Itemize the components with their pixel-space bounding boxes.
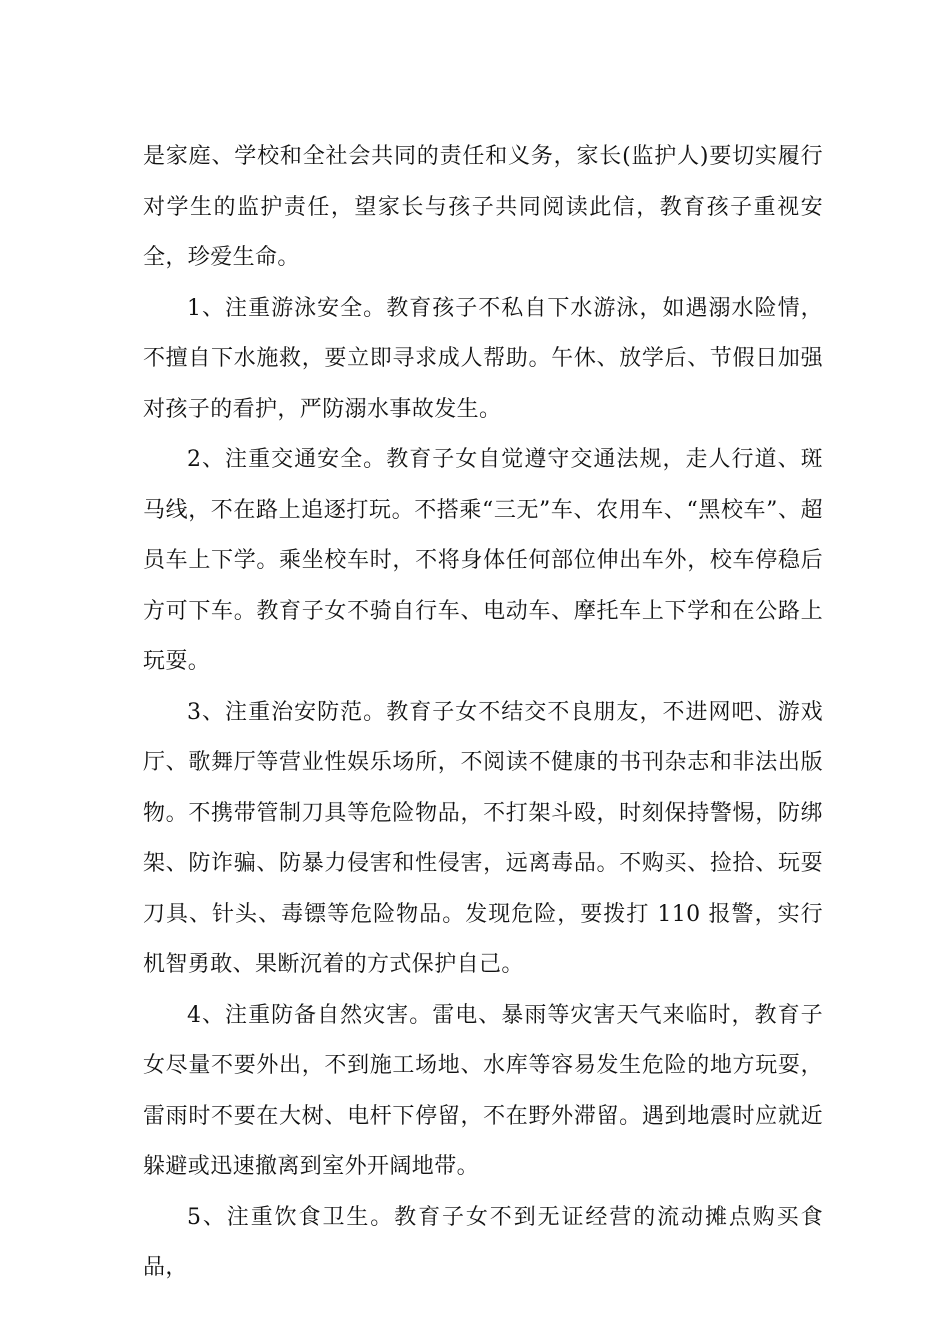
paragraph-traffic-safety: 2、注重交通安全。教育子女自觉遵守交通法规，走人行道、斑马线，不在路上追逐打玩。不搭乘“三无”车、农用车、“黑校车”、超员车上下学。乘坐校车时，不将身体任何部位伸出车外，校车停稳后方可下车。教育子女不骑自行车、电动车、摩托车上下学和在公路上玩耍。	[143, 447, 823, 674]
document-body	[143, 132, 823, 1294]
paragraph-food-hygiene: 5、注重饮食卫生。教育子女不到无证经营的流动摊点购买食品，	[143, 1204, 823, 1280]
paragraph-natural-disasters: 4、注重防备自然灾害。雷电、暴雨等灾害天气来临时，教育子女尽量不要外出，不到施工场地、水库等容易发生危险的地方玩耍，雷雨时不要在大树、电杆下停留，不在野外滞留。遇到地震时应就近躲避或迅速撤离到室外开阔地带。	[143, 1002, 823, 1179]
paragraph-swimming-safety: 1、注重游泳安全。教育孩子不私自下水游泳，如遇溺水险情，不擅自下水施救，要立即寻求成人帮助。午休、放学后、节假日加强对孩子的看护，严防溺水事故发生。	[143, 295, 823, 422]
paragraph-public-security: 3、注重治安防范。教育子女不结交不良朋友，不进网吧、游戏厅、歌舞厅等营业性娱乐场所，不阅读不健康的书刊杂志和非法出版物。不携带管制刀具等危险物品，不打架斗殴，时刻保持警惕，防绑架、防诈骗、防暴力侵害和性侵害，远离毒品。不购买、捡拾、玩耍刀具、针头、毒镖等危险物品。发现危险，要拨打 110 报警，实行机智勇敢、果断沉着的方式保护自己。	[143, 699, 823, 977]
paragraph-intro-continuation: 是家庭、学校和全社会共同的责任和义务，家长(监护人)要切实履行对学生的监护责任，望家长与孩子共同阅读此信，教育孩子重视安全，珍爱生命。	[143, 144, 823, 270]
